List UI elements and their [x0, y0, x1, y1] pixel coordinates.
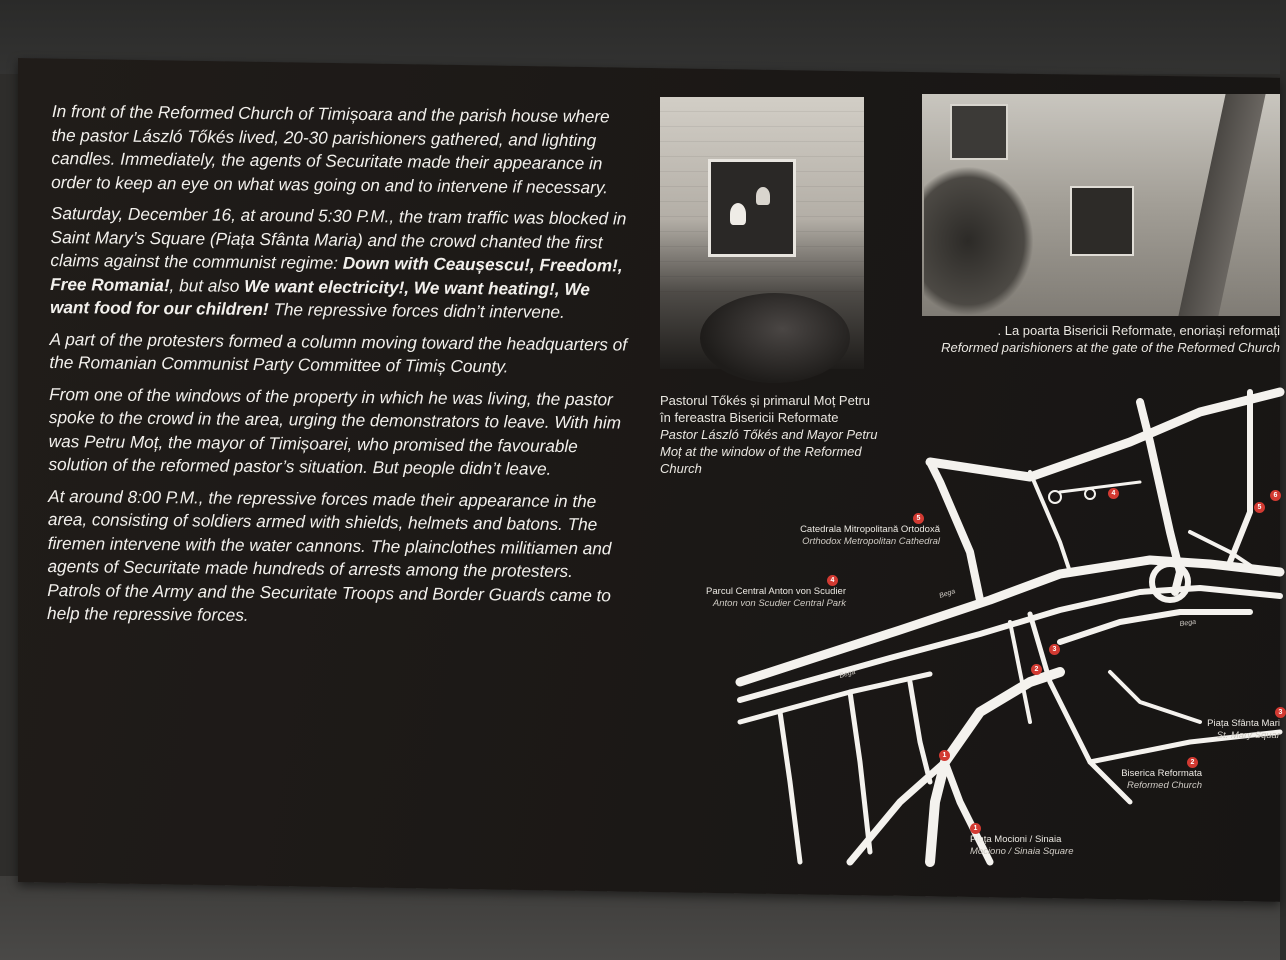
gate-window: [1070, 186, 1134, 256]
caption-en: Reformed parishioners at the gate of the Reformed Church: [941, 340, 1280, 355]
photo-parishioners-at-gate: [922, 94, 1280, 316]
park-path-2: [1060, 482, 1140, 492]
location-name-ro: Parcul Central Anton von Scudier: [706, 586, 846, 597]
location-name-en: Orthodox Metropolitan Cathedral: [802, 536, 940, 547]
map-label-park: [690, 574, 846, 610]
paragraph-1: [51, 100, 632, 200]
location-name-en: St. Mary Squar: [1216, 730, 1280, 741]
map-pin: 2: [1031, 664, 1042, 675]
text-run: Saturday, December 16, at around 5:30 P.M., the tram traffic was blocked in Saint Mary’s Square (Piața Sfânta Maria) and the crowd chanted the first claims against the communist regime:: [50, 202, 627, 273]
street-8: [1110, 672, 1200, 722]
caption-ro: . La poarta Bisericii Reformate, enoriași reformați: [997, 323, 1280, 338]
road-east-street: [1060, 612, 1250, 642]
paragraph-3: [49, 327, 629, 380]
location-name-ro: Biserica Reformata: [1121, 768, 1202, 779]
photo-pastor-at-window: [660, 97, 864, 369]
map-label-cathedral: [780, 512, 940, 548]
text-run: At around 8:00 P.M., the repressive forces made their appearance in the area, consisting of soldiers armed with shields, helmets and batons. The firemen intervene with the water cannons. The plainclothes militiamen and agents of Securitate made hundreds of arrests among the protesters. Patrols of the Army and the Securitate Troops and Border Guards came to help the repressive forces.: [46, 485, 612, 625]
text-run: A part of the protesters formed a column moving toward the headquarters of the Romanian Communist Party Committee of Timiș County.: [49, 328, 628, 377]
caption-photo-2: [920, 322, 1280, 356]
person-figure: [756, 187, 770, 205]
caption-en: Pastor László Tőkés and Mayor Petru Moț at the window of the Reformed Church: [660, 427, 878, 476]
location-pin: 2: [1187, 757, 1198, 768]
crowd-silhouette: [700, 293, 850, 383]
paragraph-5: [47, 484, 628, 631]
map-pin: 4: [1108, 488, 1119, 499]
location-name-en: Mociono / Sinaia Square: [970, 846, 1074, 857]
location-name-en: Anton von Scudier Central Park: [712, 598, 846, 609]
park-feature: [1085, 489, 1095, 499]
street-5: [1010, 622, 1030, 722]
location-pin: 3: [1275, 707, 1286, 718]
location-pin: 5: [913, 513, 924, 524]
map-label-st-mary-square: [1200, 706, 1283, 742]
text-column: [47, 100, 632, 639]
road-east: [1230, 392, 1250, 562]
river-label: Bega: [1179, 618, 1197, 628]
caption-ro-line: Pastorul Tőkés și primarul Moț Petru: [660, 393, 870, 408]
text-run: The repressive forces didn’t intervene.: [268, 299, 565, 322]
park-feature: [1049, 491, 1061, 503]
window-frame: [708, 159, 796, 257]
slogans-2: We want electricity!, We want heating!, We want food for our children!: [49, 275, 590, 320]
boulevard-north: [930, 392, 1280, 477]
location-name-ro: Piața Sfânta Mari: [1207, 718, 1280, 729]
caption-ro-line: în fereastra Bisericii Reformate: [660, 410, 839, 425]
river-label: Bega: [838, 668, 857, 680]
street-3: [850, 692, 870, 852]
paragraph-4: [48, 382, 629, 482]
text-run: From one of the windows of the property in which he was living, the pastor spoke to the crowd in the area, urging the demonstrators to leave. With him was Petru Moț, the mayor of Timișoarei, who promised the favourable solution of the reformed pastor’s situation. But people didn’t leave.: [48, 383, 622, 479]
map-label-reformed-church: [1110, 756, 1202, 792]
map-label-mocioni-square: [970, 822, 1080, 858]
location-pin: 4: [827, 575, 838, 586]
tree-trunk: [1178, 94, 1265, 316]
location-name-ro: Piața Mocioni / Sinaia: [970, 834, 1062, 845]
map-pin: 5: [1254, 502, 1265, 513]
map-pin: 3: [1049, 644, 1060, 655]
text-run: , but also: [169, 274, 245, 296]
park-path-1: [1030, 472, 1070, 572]
text-run: In front of the Reformed Church of Timișoara and the parish house where the pastor László Tőkés lived, 20-30 parishioners gathered, and lighting candles. Immediately, the agents of Securitate made their appearance in order to keep an eye on what was going on and to intervene if necessary.: [51, 100, 610, 197]
parishioners-group: [924, 166, 1034, 316]
map-pin: 1: [939, 750, 950, 761]
map-pin: 6: [1270, 490, 1281, 501]
person-figure: [730, 203, 746, 225]
slogans-1: Down with Ceaușescu!, Freedom!, Free Romania!: [50, 252, 623, 295]
church-plaque: [950, 104, 1008, 160]
street-4: [910, 682, 930, 782]
location-name-ro: Catedrala Mitropolitană Ortodoxă: [800, 524, 940, 535]
location-pin: 1: [970, 823, 981, 834]
roundabout: [1152, 564, 1188, 600]
street-1: [740, 674, 930, 722]
street-2: [780, 712, 800, 862]
location-name-en: Reformed Church: [1127, 780, 1202, 791]
river-label: Bega: [938, 588, 957, 600]
paragraph-2: [50, 202, 631, 325]
